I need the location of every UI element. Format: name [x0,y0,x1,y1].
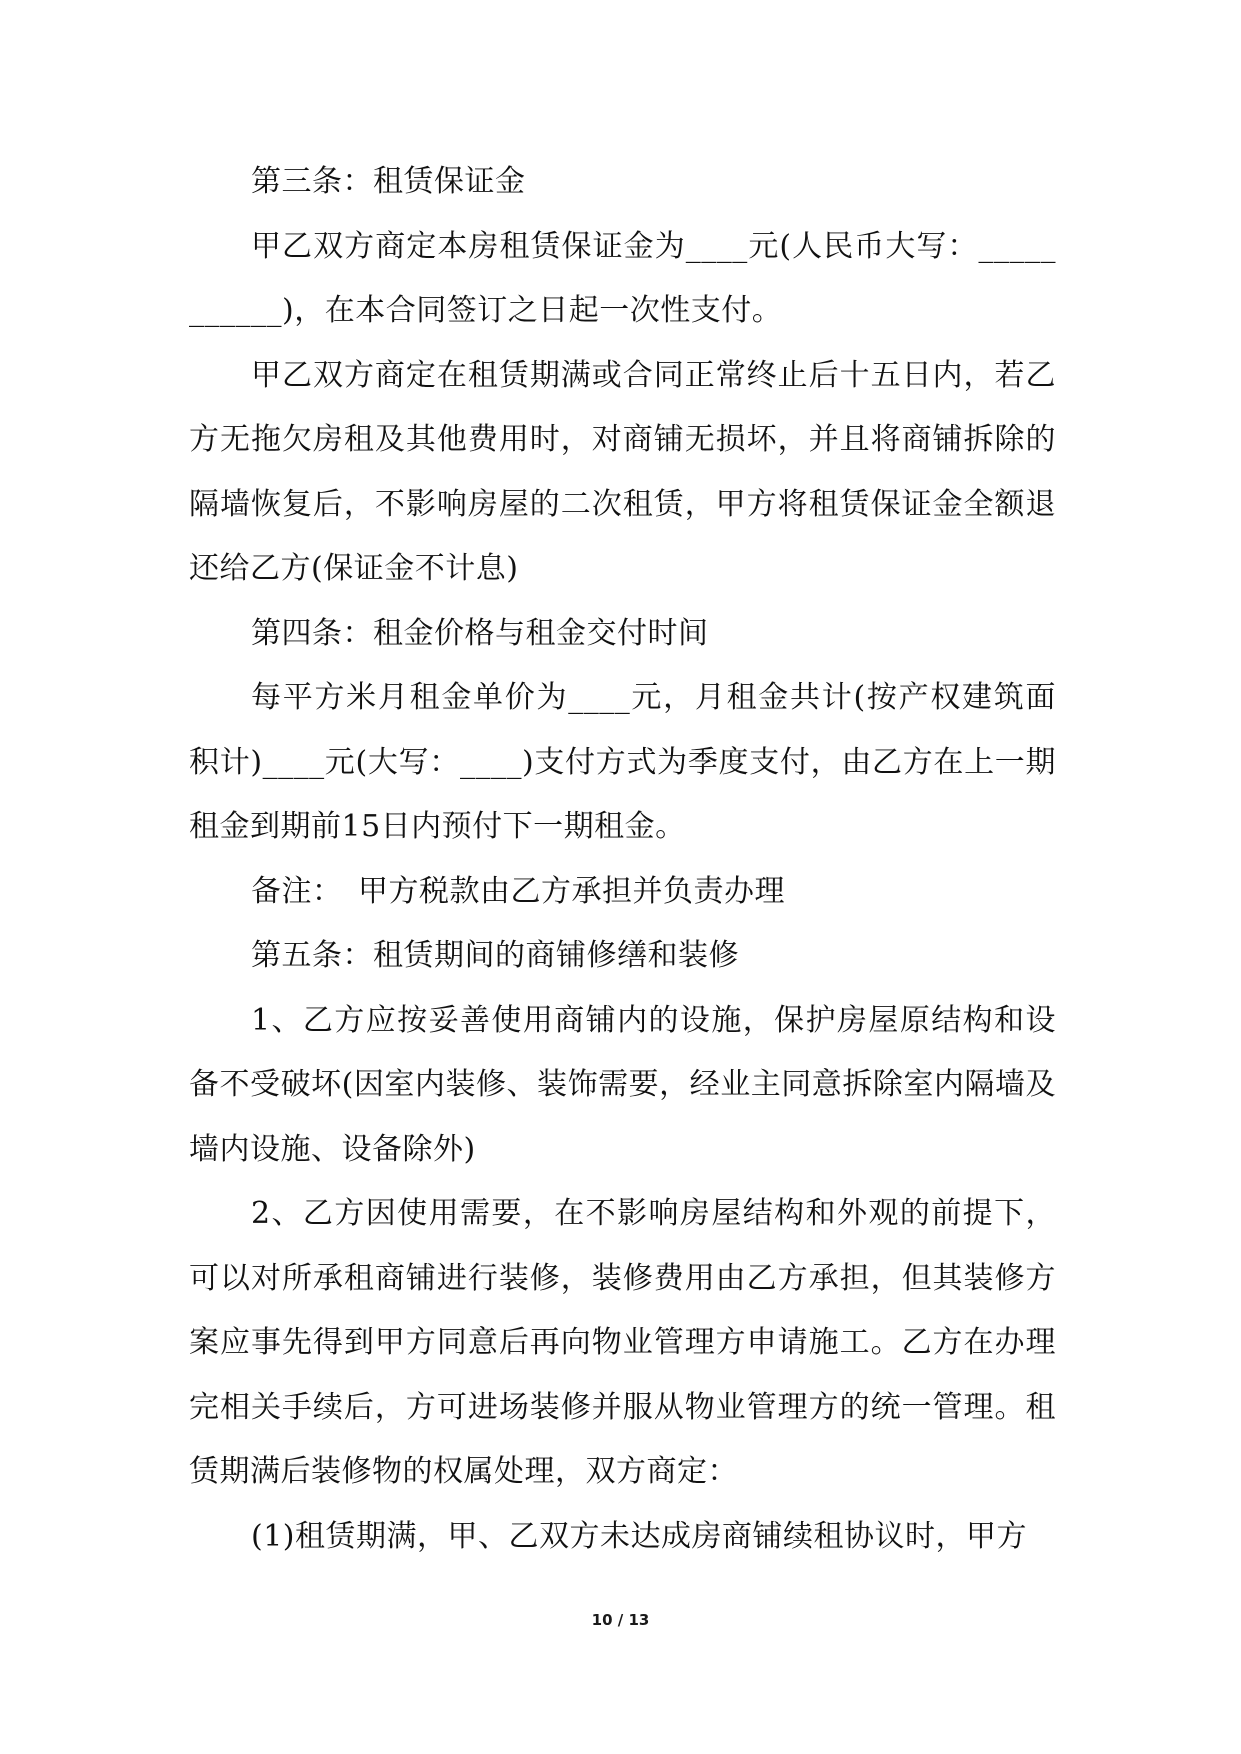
document-body [189,150,1056,1569]
article-4-heading: 第四条：租金价格与租金交付时间 [251,615,709,651]
article-5-item-2: 2、乙方因使用需要，在不影响房屋结构和外观的前提下，可以对所承租商铺进行装修，装修费用由乙方承担，但其装修方案应事先得到甲方同意后再向物业管理方申请施工。乙方在办理完相关手续后，方可进场装修并服从物业管理方的统一管理。租赁期满后装修物的权属处理，双方商定： [189,1196,1056,1489]
article-3-paragraph-1: 甲乙双方商定本房租赁保证金为____元(人民币大写：___________)，在本合同签订之日起一次性支付。 [189,228,1056,328]
article-5-item-2-sub-1: (1)租赁期满，甲、乙双方未达成房商铺续租协议时，甲方 [251,1518,1027,1554]
page-number: 10 / 13 [591,1611,650,1629]
article-4-paragraph-1: 每平方米月租金单价为____元，月租金共计(按产权建筑面积计)____元(大写：____)支付方式为季度支付，由乙方在上一期租金到期前15日内预付下一期租金。 [189,680,1056,844]
article-5-item-1: 1、乙方应按妥善使用商铺内的设施，保护房屋原结构和设备不受破坏(因室内装修、装饰需要，经业主同意拆除室内隔墙及墙内设施、设备除外) [189,1002,1056,1167]
note-paragraph: 备注： 甲方税款由乙方承担并负责办理 [251,873,785,909]
article-3-heading: 第三条：租赁保证金 [251,164,526,199]
article-3-paragraph-2: 甲乙双方商定在租赁期满或合同正常终止后十五日内，若乙方无拖欠房租及其他费用时，对商铺无损坏，并且将商铺拆除的隔墙恢复后，不影响房屋的二次租赁，甲方将租赁保证金全额退还给乙方(保证金不计息) [189,357,1056,586]
article-5-heading: 第五条：租赁期间的商铺修缮和装修 [251,938,739,973]
